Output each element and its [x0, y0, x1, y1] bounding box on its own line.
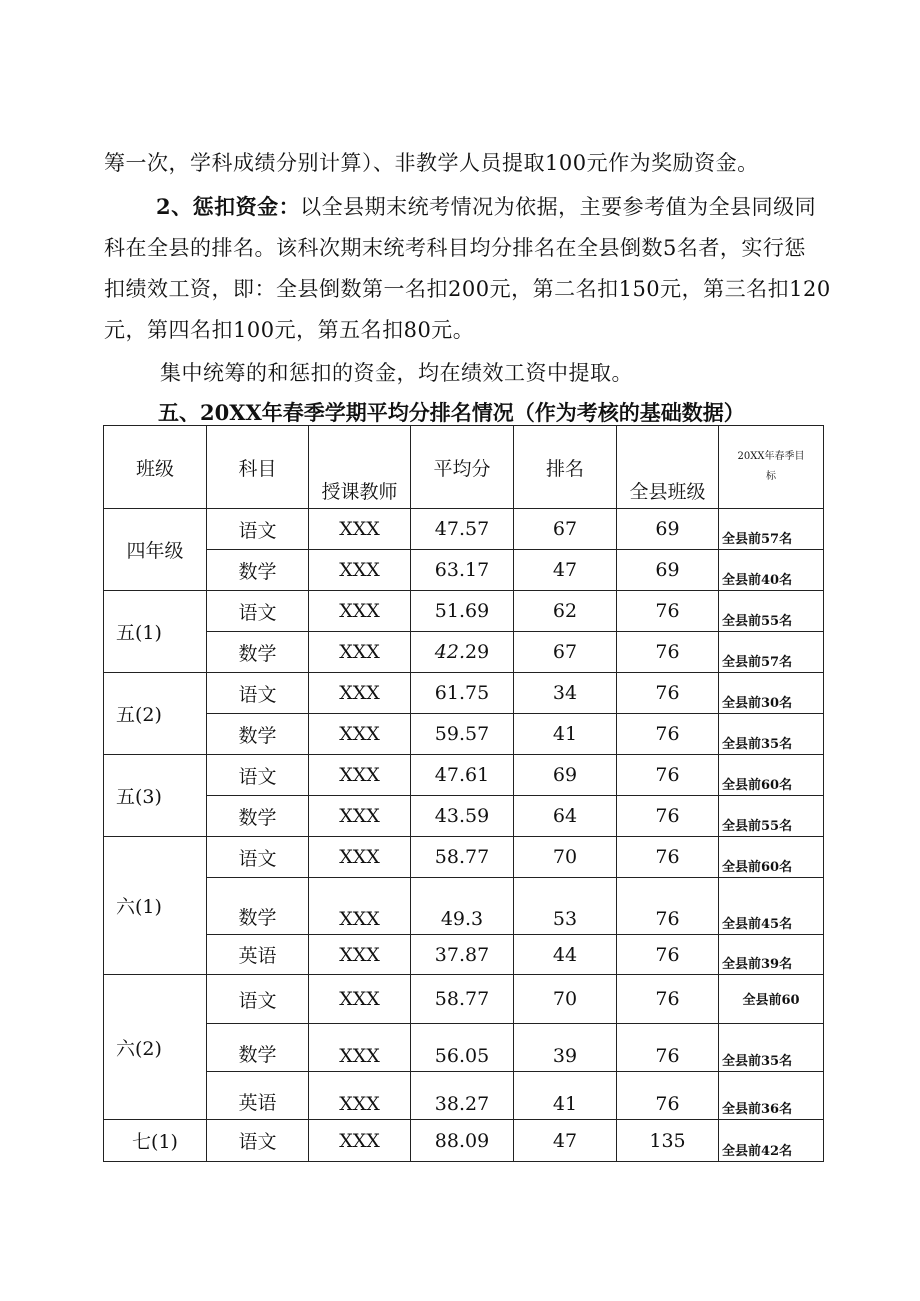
table-row: [104, 509, 824, 550]
paragraph-4: 扣绩效工资，即：全县倒数第一名扣200元，第二名扣150元，第三名扣120: [104, 277, 831, 301]
subject-cell: 英语: [207, 935, 309, 975]
county-classes-cell: 76: [617, 714, 719, 755]
rank-cell: 70: [514, 837, 617, 878]
subject-cell: 数学: [207, 550, 309, 591]
target-cell: 全县前42名: [719, 1120, 824, 1162]
rank-cell: 41: [514, 714, 617, 755]
teacher-cell: XXX: [309, 550, 411, 591]
average-cell: 49.3: [411, 878, 514, 935]
target-cell: 全县前35名: [719, 714, 824, 755]
table-row: [104, 1024, 824, 1072]
paragraph-2-text: 以全县期末统考情况为依据，主要参考值为全县同级同: [300, 195, 817, 219]
ranking-table: [103, 425, 824, 1162]
target-cell: 全县前60名: [719, 837, 824, 878]
teacher-cell: XXX: [309, 1072, 411, 1120]
county-classes-cell: 69: [617, 509, 719, 550]
class-cell: 六(2): [104, 975, 207, 1120]
average-italic-part: 42.: [434, 641, 466, 663]
class-cell: 四年级: [104, 509, 207, 591]
subject-cell: 数学: [207, 878, 309, 935]
table-row: [104, 837, 824, 878]
table-row: [104, 796, 824, 837]
average-cell: 37.87: [411, 935, 514, 975]
class-cell: 五(1): [104, 591, 207, 673]
rank-cell: 69: [514, 755, 617, 796]
teacher-cell: XXX: [309, 509, 411, 550]
rank-cell: 41: [514, 1072, 617, 1120]
target-cell: 全县前30名: [719, 673, 824, 714]
county-classes-cell: 76: [617, 591, 719, 632]
average-cell: 63.17: [411, 550, 514, 591]
county-classes-cell: 76: [617, 975, 719, 1024]
average-cell: 58.77: [411, 975, 514, 1024]
teacher-cell: XXX: [309, 1024, 411, 1072]
average-cell: 43.59: [411, 796, 514, 837]
rank-cell: 44: [514, 935, 617, 975]
table-row: [104, 1120, 824, 1162]
table-row: [104, 975, 824, 1024]
county-classes-cell: 135: [617, 1120, 719, 1162]
penalty-label: 2、惩扣资金：: [156, 194, 301, 219]
teacher-cell: XXX: [309, 935, 411, 975]
county-classes-cell: 76: [617, 796, 719, 837]
table-row: [104, 878, 824, 935]
target-cell: 全县前60: [719, 975, 824, 1024]
county-classes-cell: 76: [617, 1072, 719, 1120]
rank-cell: 62: [514, 591, 617, 632]
paragraph-5: 元，第四名扣100元，第五名扣80元。: [104, 318, 475, 342]
county-classes-cell: 76: [617, 632, 719, 673]
teacher-cell: XXX: [309, 591, 411, 632]
header-average: 平均分: [411, 426, 514, 509]
target-cell: 全县前35名: [719, 1024, 824, 1072]
subject-cell: 语文: [207, 755, 309, 796]
subject-cell: 数学: [207, 796, 309, 837]
target-cell: 全县前55名: [719, 796, 824, 837]
average-cell: 47.57: [411, 509, 514, 550]
teacher-cell: XXX: [309, 1120, 411, 1162]
target-cell: 全县前57名: [719, 632, 824, 673]
subject-cell: 语文: [207, 837, 309, 878]
paragraph-6: 集中统筹的和惩扣的资金，均在绩效工资中提取。: [160, 361, 633, 385]
target-cell: 全县前60名: [719, 755, 824, 796]
average-cell: 58.77: [411, 837, 514, 878]
header-class: 班级: [104, 426, 207, 509]
header-county-classes: 全县班级: [617, 426, 719, 509]
target-cell: 全县前45名: [719, 878, 824, 935]
target-cell: 全县前39名: [719, 935, 824, 975]
county-classes-cell: 69: [617, 550, 719, 591]
rank-cell: 47: [514, 1120, 617, 1162]
average-cell: 47.61: [411, 755, 514, 796]
subject-cell: 语文: [207, 591, 309, 632]
paragraph-2: [156, 192, 816, 222]
average-cell: 38.27: [411, 1072, 514, 1120]
teacher-cell: XXX: [309, 796, 411, 837]
rank-cell: 34: [514, 673, 617, 714]
teacher-cell: XXX: [309, 837, 411, 878]
class-cell: 六(1): [104, 837, 207, 975]
teacher-cell: XXX: [309, 714, 411, 755]
subject-cell: 英语: [207, 1072, 309, 1120]
table-row: [104, 1072, 824, 1120]
average-cell: [411, 632, 514, 673]
target-cell: 全县前40名: [719, 550, 824, 591]
class-cell: 五(2): [104, 673, 207, 755]
table-row: [104, 632, 824, 673]
paragraph-3: 科在全县的排名。该科次期末统考科目均分排名在全县倒数5名者，实行惩: [104, 236, 806, 260]
average-cell: 59.57: [411, 714, 514, 755]
county-classes-cell: 76: [617, 673, 719, 714]
subject-cell: 数学: [207, 1024, 309, 1072]
header-subject: 科目: [207, 426, 309, 509]
teacher-cell: XXX: [309, 632, 411, 673]
rank-cell: 39: [514, 1024, 617, 1072]
class-cell: 五(3): [104, 755, 207, 837]
subject-cell: 语文: [207, 975, 309, 1024]
table-row: [104, 591, 824, 632]
average-cell: 88.09: [411, 1120, 514, 1162]
target-cell: 全县前55名: [719, 591, 824, 632]
teacher-cell: XXX: [309, 878, 411, 935]
average-rest-part: 29: [465, 641, 490, 663]
header-target-line1: 20XX年春季目: [737, 451, 805, 462]
table-header-row: [104, 426, 824, 509]
table-row: [104, 935, 824, 975]
county-classes-cell: 76: [617, 837, 719, 878]
header-rank: 排名: [514, 426, 617, 509]
county-classes-cell: 76: [617, 755, 719, 796]
rank-cell: 64: [514, 796, 617, 837]
table-row: [104, 755, 824, 796]
subject-cell: 语文: [207, 673, 309, 714]
table-row: [104, 550, 824, 591]
target-cell: 全县前36名: [719, 1072, 824, 1120]
county-classes-cell: 76: [617, 1024, 719, 1072]
county-classes-cell: 76: [617, 935, 719, 975]
subject-cell: 数学: [207, 632, 309, 673]
header-target-line2: 标: [766, 471, 776, 482]
average-cell: 56.05: [411, 1024, 514, 1072]
teacher-cell: XXX: [309, 975, 411, 1024]
teacher-cell: XXX: [309, 755, 411, 796]
teacher-cell: XXX: [309, 673, 411, 714]
paragraph-1: 筹一次，学科成绩分别计算）、非教学人员提取100元作为奖励资金。: [104, 151, 759, 175]
rank-cell: 70: [514, 975, 617, 1024]
subject-cell: 语文: [207, 1120, 309, 1162]
target-cell: 全县前57名: [719, 509, 824, 550]
section-heading: 五、20XX年春季学期平均分排名情况（作为考核的基础数据）: [158, 400, 745, 425]
average-cell: 61.75: [411, 673, 514, 714]
class-cell: 七(1): [104, 1120, 207, 1162]
rank-cell: 67: [514, 632, 617, 673]
rank-cell: 67: [514, 509, 617, 550]
average-cell: 51.69: [411, 591, 514, 632]
rank-cell: 47: [514, 550, 617, 591]
county-classes-cell: 76: [617, 878, 719, 935]
table-row: [104, 673, 824, 714]
rank-cell: 53: [514, 878, 617, 935]
table-row: [104, 714, 824, 755]
subject-cell: 语文: [207, 509, 309, 550]
header-teacher: 授课教师: [309, 426, 411, 509]
subject-cell: 数学: [207, 714, 309, 755]
header-target: [719, 426, 824, 509]
